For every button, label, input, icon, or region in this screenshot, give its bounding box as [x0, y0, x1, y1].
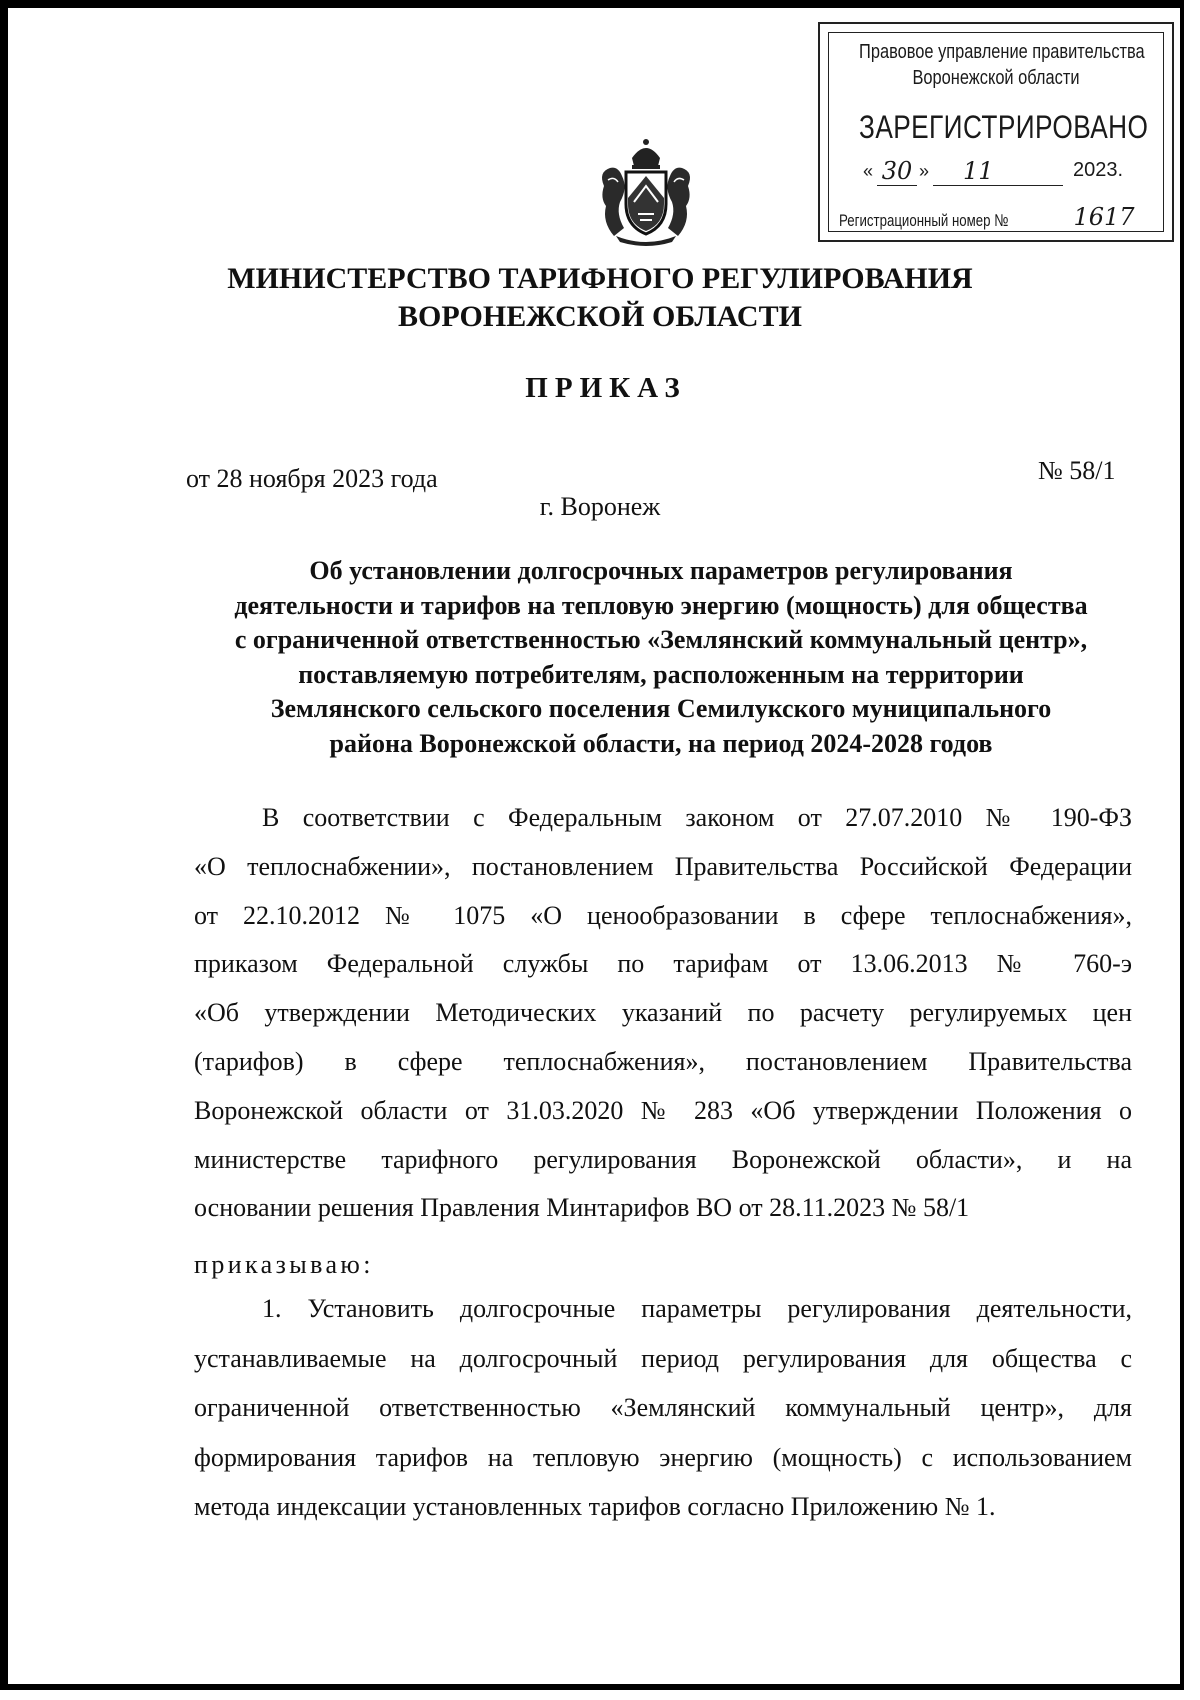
registration-stamp	[818, 22, 1174, 242]
stamp-month: 11	[933, 157, 1063, 186]
stamp-date	[863, 157, 1149, 191]
preamble-line: Воронежской области от 31.03.2020 № 283 «Об утверждении Положения о	[194, 1095, 1132, 1125]
order-city: г. Воронеж	[539, 492, 661, 521]
stamp-year: 2023.	[1073, 159, 1124, 181]
ministry-title-line1: МИНИСТЕРСТВО ТАРИФНОГО РЕГУЛИРОВАНИЯ	[227, 262, 973, 295]
preamble-line: министерстве тарифного регулирования Воронежской области», и на	[194, 1144, 1132, 1174]
preamble-line: «О теплоснабжении», постановлением Правительства Российской Федерации	[194, 851, 1132, 881]
stamp-inner-frame	[828, 32, 1164, 232]
preamble-line: (тарифов) в сфере теплоснабжения», постановлением Правительства	[194, 1046, 1132, 1076]
coat-of-arms-icon	[594, 136, 698, 248]
item-line: метода индексации установленных тарифов согласно Приложению № 1.	[194, 1492, 996, 1521]
stamp-quote-open: «	[863, 161, 874, 181]
preamble-line: от 22.10.2012 № 1075 «О ценообразовании в сфере теплоснабжения»,	[194, 900, 1132, 930]
stamp-status: ЗАРЕГИСТРИРОВАНО	[859, 109, 1149, 145]
order-subject	[186, 554, 1136, 761]
order-item-1	[194, 1284, 1132, 1532]
item-line: устанавливаемые на долгосрочный период регулирования для общества с	[194, 1343, 1132, 1373]
stamp-org-line2: Воронежской области	[912, 67, 1080, 89]
document-type: ПРИКАЗ	[525, 372, 687, 404]
preamble-paragraph	[194, 794, 1132, 1233]
ministry-title-line2: ВОРОНЕЖСКОЙ ОБЛАСТИ	[398, 300, 802, 333]
preamble-line: «Об утверждении Методических указаний по расчету регулируемых цен	[194, 998, 1132, 1028]
stamp-registration-number	[839, 203, 1155, 231]
stamp-org-line1: Правовое управление правительства	[859, 41, 1145, 63]
stamp-reg-number: 1617	[1049, 203, 1159, 232]
stamp-quote-close: »	[919, 161, 930, 181]
item-line: 1. Установить долгосрочные параметры регулирования деятельности,	[262, 1294, 1132, 1323]
subject-line: Землянского сельского поселения Семилукского муниципального	[270, 694, 1052, 723]
item-line: формирования тарифов на тепловую энергию (мощность) с использованием	[194, 1442, 1132, 1472]
stamp-reg-label: Регистрационный номер №	[839, 211, 1009, 230]
subject-line: деятельности и тарифов на тепловую энергию (мощность) для общества	[234, 590, 1088, 620]
subject-line: поставляемую потребителям, расположенным на территории	[298, 659, 1024, 689]
order-date: от 28 ноября 2023 года	[186, 464, 438, 493]
subject-line: Об установлении долгосрочных параметров регулирования	[309, 556, 1013, 585]
order-number: № 58/1	[1038, 456, 1116, 485]
stamp-day: 30	[877, 157, 917, 186]
item-line: ограниченной ответственностью «Землянский коммунальный центр», для	[194, 1393, 1132, 1422]
subject-line: с ограниченной ответственностью «Землянский коммунальный центр»,	[234, 625, 1088, 654]
subject-line: района Воронежской области, на период 2024-2028 годов	[329, 728, 993, 758]
preamble-line: приказом Федеральной службы по тарифам от 13.06.2013 № 760-э	[194, 949, 1132, 979]
order-word: приказываю:	[194, 1250, 374, 1279]
preamble-line: В соответствии с Федеральным законом от 27.07.2010 № 190-ФЗ	[262, 803, 1132, 832]
preamble-line: основании решения Правления Минтарифов ВО от 28.11.2023 № 58/1	[194, 1193, 970, 1223]
